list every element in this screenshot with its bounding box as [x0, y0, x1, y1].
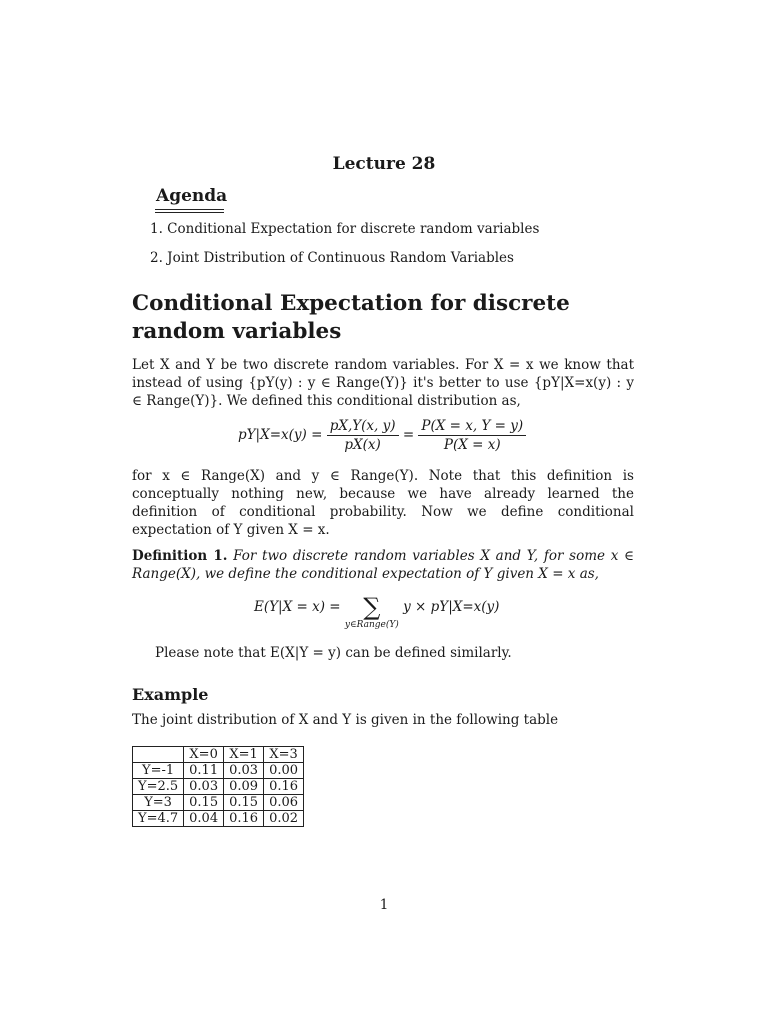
agenda-underline-second [155, 212, 224, 213]
table-cell: 0.11 [184, 763, 224, 779]
table-row-label: Y=-1 [133, 763, 184, 779]
agenda-item: 1. Conditional Expectation for discrete random variables [150, 221, 540, 237]
table-header-cell: X=3 [264, 747, 304, 763]
table-cell: 0.03 [184, 779, 224, 795]
table-intro: The joint distribution of X and Y is given in the following table [132, 712, 559, 728]
agenda-underline [155, 209, 224, 210]
table-row-label: Y=3 [133, 795, 184, 811]
lecture-title: Lecture 28 [332, 154, 436, 174]
definition-label: Definition 1. [132, 548, 228, 564]
fraction-numerator: P(X = x, Y = y) [418, 418, 526, 436]
table-header-row [133, 747, 304, 763]
agenda-heading: Agenda [156, 186, 228, 206]
conditional-distribution-equation [238, 418, 538, 462]
fraction-probability [418, 418, 526, 453]
table-row-label: Y=2.5 [133, 779, 184, 795]
table-row [133, 779, 304, 795]
example-heading: Example [132, 685, 209, 704]
paragraph-range-note: for x ∈ Range(X) and y ∈ Range(Y). Note that this definition is conceptually nothing new, because we have already learned the definition of conditional probability. Now we define conditional expectation of Y given X = x. [132, 468, 634, 538]
definition-text: For two discrete random variables X and Y, for some x ∈ Range(X), we define the conditional expectation of Y given X = x as, [132, 548, 634, 582]
joint-distribution-table [132, 746, 304, 827]
equation-lhs: pY|X=x(y) = [238, 427, 323, 443]
fraction-joint-over-marginal [327, 418, 399, 453]
summation [345, 595, 399, 631]
summation-subscript: y∈Range(Y) [344, 620, 399, 630]
agenda-item: 2. Joint Distribution of Continuous Random Variables [150, 250, 514, 266]
definition-block [132, 547, 634, 583]
similarity-note: Please note that E(X|Y = y) can be defined similarly. [155, 645, 512, 661]
fraction-denominator: P(X = x) [443, 437, 501, 453]
table-header-cell: X=1 [224, 747, 264, 763]
table-cell: 0.15 [224, 795, 264, 811]
table-header-cell [133, 747, 184, 763]
table-cell: 0.15 [184, 795, 224, 811]
table-row-label: Y=4.7 [133, 811, 184, 827]
equation-lhs: E(Y|X = x) = [254, 599, 341, 615]
equals-sign: = [402, 427, 415, 443]
fraction-numerator: pX,Y(x, y) [327, 418, 399, 436]
summation-symbol: ∑ [363, 593, 381, 621]
table-row [133, 795, 304, 811]
table-cell: 0.09 [224, 779, 264, 795]
fraction-denominator: pX(x) [344, 437, 381, 453]
table-cell: 0.06 [264, 795, 304, 811]
table-cell: 0.00 [264, 763, 304, 779]
equation-rhs: y × pY|X=x(y) [403, 599, 500, 615]
table-cell: 0.16 [264, 779, 304, 795]
agenda-list [150, 220, 539, 278]
page-number: 1 [379, 897, 389, 913]
table-cell: 0.04 [184, 811, 224, 827]
table-cell: 0.02 [264, 811, 304, 827]
paragraph-intro: Let X and Y be two discrete random variables. For X = x we know that instead of using {pY(y) : y ∈ Range(Y)} it's better to use {pY|X=x(y) : y ∈ Range(Y)}. We defined this conditional distribution as, [132, 357, 634, 409]
table-cell: 0.03 [224, 763, 264, 779]
table-row [133, 811, 304, 827]
table-row [133, 763, 304, 779]
section-title: Conditional Expectation for discrete random variables [132, 291, 570, 344]
table-header-cell: X=0 [184, 747, 224, 763]
table-cell: 0.16 [224, 811, 264, 827]
conditional-expectation-equation [254, 595, 524, 635]
